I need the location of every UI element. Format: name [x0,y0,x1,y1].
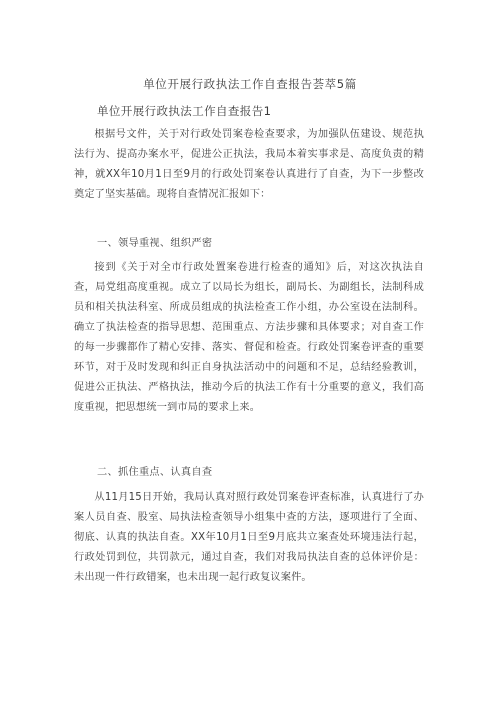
intro-paragraph: 根据号文件，关于对行政处罚案卷检查要求，为加强队伍建设、规范执法行为、提高办案水平，促进公正执法，我局本着实事求是、高度负责的精神，就XX年10月1日至9月的行政处罚案卷认真进行了自查，为下一步整改奠定了坚实基础。现将自查情况汇报如下： [74,129,424,200]
leadership-paragraph: 接到《关于对全市行政处置案卷进行检查的通知》后，对这次执法自查，局党组高度重视。成立了以局长为组长，副局长、为副组长，法制科成员和相关执法科室、所成员组成的执法检查工作小组，办公室设在法制科。确立了执法检查的指导思想、范围重点、方法步骤和具体要求；对自查工作的每一步骤都作了精心安排、落实、督促和检查。行政处罚案卷评查的重要环节，对于及时发现和纠正自身执法活动中的问题和不足，总结经验教训，促进公正执法、严格执法，推动今后的执法工作有十分重要的意义，我们高度重视，把思想统一到市局的要求上来。 [74,262,424,413]
self-check-paragraph: 从11月15日开始，我局认真对照行政处罚案卷评查标准，认真进行了办案人员自查、股室、局执法检查领导小组集中查的方法，逐项进行了全面、彻底、认真的执法自查。XX年10月1日至9月底共立案查处环境违法行起，行政处罚到位，共罚款元，通过自查，我们对我局执法自查的总体评价是：未出现一件行政错案，也未出现一起行政复议案件。 [74,492,424,583]
document-title: 单位开展行政执法工作自查报告荟萃5篇 [143,77,357,91]
subheading-leadership: 一、领导重视、组织严密 [97,238,213,249]
report-heading: 单位开展行政执法工作自查报告1 [97,104,272,118]
subheading-self-check: 二、抓住重点、认真自查 [97,467,213,478]
